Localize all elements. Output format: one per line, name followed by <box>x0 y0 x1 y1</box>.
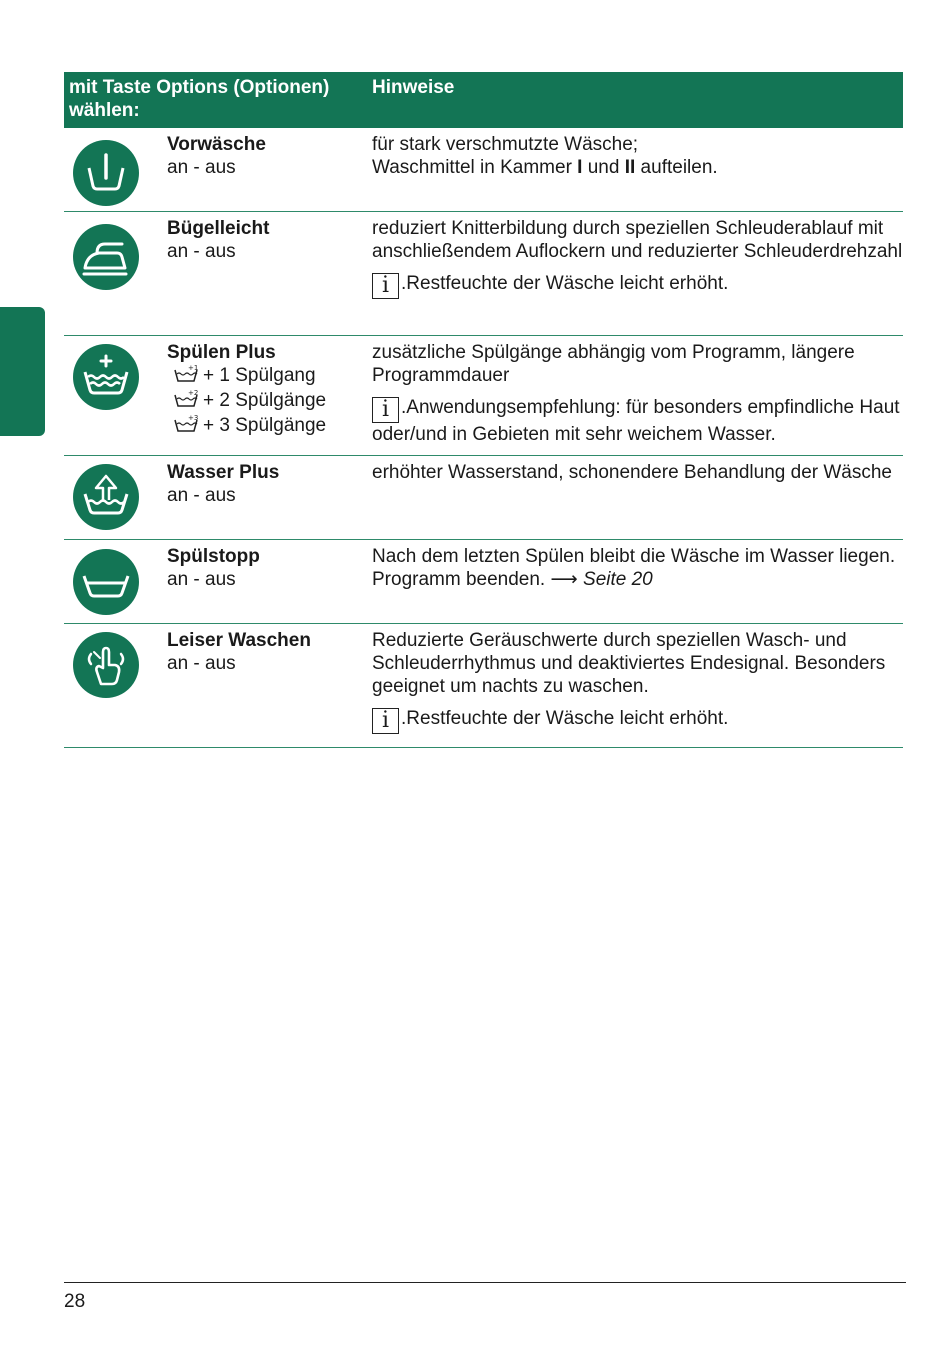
option-state: an - aus <box>167 157 236 178</box>
info-text: .Restfeuchte der Wäsche leicht erhöht. <box>401 273 729 294</box>
table-row <box>64 336 903 456</box>
info-icon: i <box>372 708 399 734</box>
table-row <box>64 540 903 624</box>
svg-text:+1: +1 <box>188 364 199 372</box>
header-notes: Hinweise <box>372 77 455 98</box>
options-table <box>64 72 903 748</box>
page-number: 28 <box>64 1291 86 1312</box>
water-plus-icon <box>73 464 139 530</box>
rinse-option-label: + 2 Spülgänge <box>203 390 327 411</box>
note-text: für stark verschmutzte Wäsche; <box>372 134 639 155</box>
info-icon: i <box>372 397 399 423</box>
prewash-icon <box>73 140 139 206</box>
rinse-hold-icon <box>73 549 139 615</box>
option-name: Vorwäsche <box>167 134 266 155</box>
note-text: Reduzierte Geräuschwerte durch speziellen Wasch- und Schleuderrhythmus und deaktiviertes Endesignal. Besonders geeignet um nachts zu waschen. <box>372 630 886 697</box>
note-text: und <box>582 157 625 178</box>
rinse-plus-icon <box>73 344 139 410</box>
rinse-3-icon <box>173 414 199 434</box>
iron-icon <box>73 224 139 290</box>
header-options: mit Taste Options (Optionen) wählen: <box>69 77 330 121</box>
table-header <box>64 72 903 128</box>
svg-text:+2: +2 <box>188 389 199 397</box>
option-name: Leiser Waschen <box>167 630 311 651</box>
page-reference: Seite 20 <box>577 569 653 590</box>
note-text: reduziert Knitterbildung durch speziellen Schleuderablauf mit anschließendem Auflockern und reduzierter Schleuderdrehzahl <box>372 218 903 262</box>
section-tab-marker <box>0 307 45 436</box>
note-text: Nach dem letzten Spülen bleibt die Wäsche im Wasser liegen. Programm beenden. <box>372 546 896 590</box>
info-text: .Anwendungsempfehlung: für besonders empfindliche Haut oder/und in Gebieten mit sehr weichem Wasser. <box>372 397 900 445</box>
option-state: an - aus <box>167 653 236 674</box>
note-text: Waschmittel in Kammer <box>372 157 578 178</box>
option-state: an - aus <box>167 241 236 262</box>
table-row <box>64 128 903 212</box>
svg-text:+3: +3 <box>188 414 199 422</box>
chamber-label: I <box>577 157 583 178</box>
table-row <box>64 624 903 748</box>
arrow-icon: ⟶ <box>550 568 578 590</box>
footer-divider <box>64 1282 906 1283</box>
option-state: an - aus <box>167 569 236 590</box>
rinse-2-icon <box>173 389 199 409</box>
option-name: Wasser Plus <box>167 462 280 483</box>
table-row <box>64 212 903 336</box>
option-state: an - aus <box>167 485 236 506</box>
rinse-option-label: + 3 Spülgänge <box>203 415 327 436</box>
option-name: Bügelleicht <box>167 218 270 239</box>
chamber-label: II <box>624 157 636 178</box>
info-icon: i <box>372 273 399 299</box>
option-name: Spülen Plus <box>167 342 276 363</box>
option-name: Spülstopp <box>167 546 260 567</box>
quiet-wash-icon <box>73 632 139 698</box>
note-text: erhöhter Wasserstand, schonendere Behandlung der Wäsche <box>372 462 892 483</box>
note-text: aufteilen. <box>635 157 718 178</box>
table-row <box>64 456 903 540</box>
info-text: .Restfeuchte der Wäsche leicht erhöht. <box>401 708 729 729</box>
note-text: zusätzliche Spülgänge abhängig vom Programm, längere Programmdauer <box>372 342 855 386</box>
rinse-1-icon <box>173 364 199 384</box>
rinse-option-label: + 1 Spülgang <box>203 365 316 386</box>
